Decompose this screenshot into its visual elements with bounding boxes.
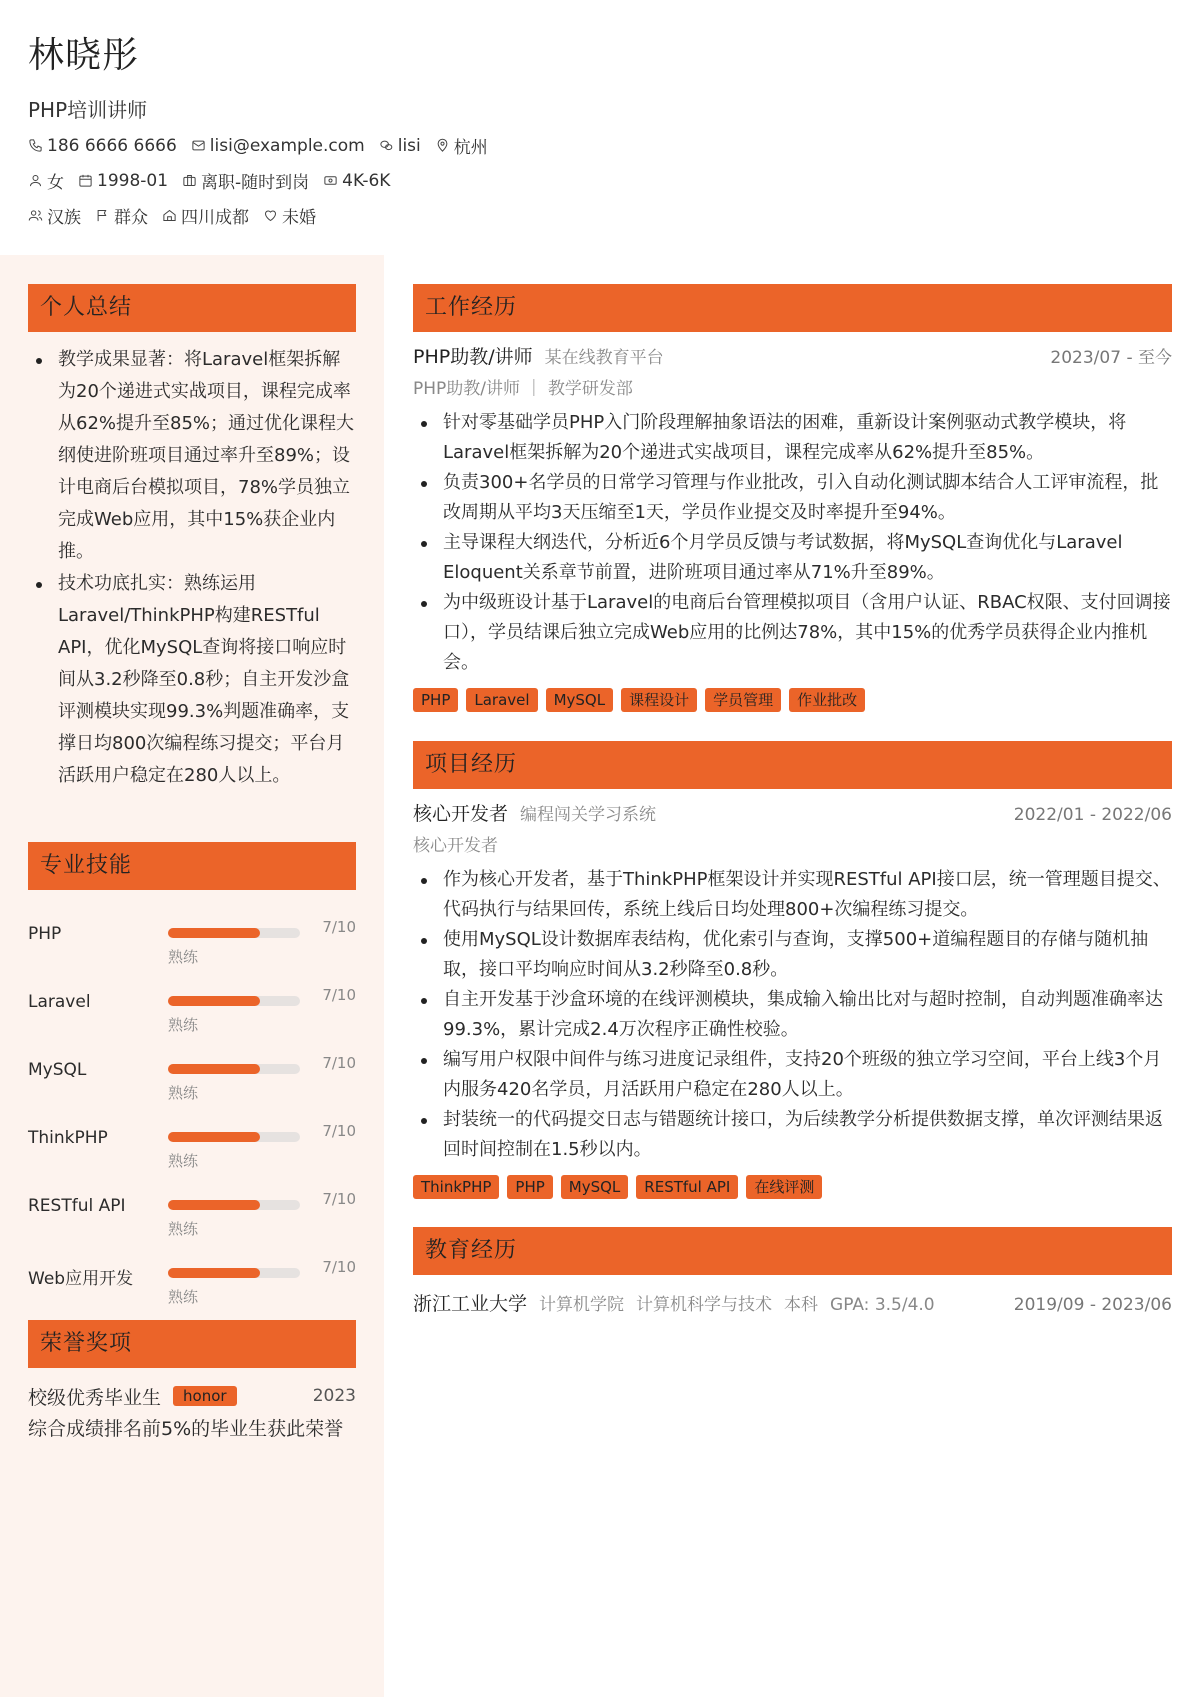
skill-row bbox=[28, 1250, 356, 1318]
skill-name: Web应用开发 bbox=[28, 1269, 134, 1289]
school-name: 浙江工业大学 bbox=[413, 1293, 528, 1315]
politics-text: 群众 bbox=[114, 208, 148, 228]
resume-header bbox=[28, 30, 1168, 229]
work-bullets bbox=[413, 408, 1172, 678]
skill-row bbox=[28, 1046, 356, 1114]
personal-info-row bbox=[28, 202, 1168, 229]
honor-description: 综合成绩排名前5%的毕业生获此荣誉 bbox=[28, 1418, 344, 1440]
skills-section bbox=[28, 842, 356, 1318]
honor-name: 校级优秀毕业生 bbox=[28, 1386, 162, 1409]
skill-score: 7/10 bbox=[322, 1258, 356, 1276]
project-bullets bbox=[413, 865, 1172, 1165]
skill-bar-fill bbox=[168, 996, 260, 1006]
phone-item bbox=[28, 136, 177, 156]
skill-bar bbox=[168, 996, 300, 1006]
skills-heading: 专业技能 bbox=[28, 842, 356, 890]
skill-score: 7/10 bbox=[322, 1190, 356, 1208]
skill-row bbox=[28, 978, 356, 1046]
honor-row bbox=[28, 1380, 356, 1412]
phone-icon bbox=[28, 138, 43, 153]
money-icon bbox=[323, 173, 338, 188]
tag: MySQL bbox=[546, 688, 614, 712]
education-date: 2019/09 - 2023/06 bbox=[1013, 1295, 1172, 1315]
tag: 在线评测 bbox=[746, 1175, 822, 1199]
project-tags bbox=[413, 1175, 1172, 1199]
birth-item bbox=[78, 171, 168, 191]
city-text: 杭州 bbox=[453, 138, 488, 158]
salary-text: 4K-6K bbox=[342, 170, 391, 191]
honor-badge: honor bbox=[173, 1386, 237, 1406]
skill-score: 7/10 bbox=[322, 1054, 356, 1072]
skill-row bbox=[28, 910, 356, 978]
list-item: 使用MySQL设计数据库表结构，优化索引与查询，支撑500+道编程题目的存储与随机抽取，接口平均响应时间从3.2秒降至0.8秒。 bbox=[413, 925, 1172, 985]
job-title: PHP培训讲师 bbox=[28, 98, 148, 122]
work-section bbox=[413, 284, 1172, 712]
gpa: GPA: 3.5/4.0 bbox=[830, 1295, 935, 1315]
work-date: 2023/07 - 至今 bbox=[1050, 348, 1172, 368]
location-icon bbox=[435, 138, 450, 153]
project-title: 核心开发者 bbox=[413, 803, 509, 825]
summary-section bbox=[28, 284, 356, 792]
user-icon bbox=[28, 173, 43, 188]
work-subtitle: PHP助教/讲师 ｜ 教学研发部 bbox=[413, 379, 633, 399]
skill-level: 熟练 bbox=[168, 1288, 199, 1306]
wechat-item bbox=[379, 136, 421, 156]
skill-row bbox=[28, 1182, 356, 1250]
work-org: 某在线教育平台 bbox=[544, 348, 664, 368]
skill-name: Laravel bbox=[28, 992, 91, 1012]
education-section bbox=[413, 1227, 1172, 1316]
wechat-icon bbox=[379, 138, 394, 153]
tag: RESTful API bbox=[636, 1175, 738, 1199]
tag: 作业批改 bbox=[789, 688, 865, 712]
list-item: 为中级班设计基于Laravel的电商后台管理模拟项目（含用户认证、RBAC权限、支付回调接口），学员结课后独立完成Web应用的比例达78%，其中15%的优秀学员获得企业内推机会。 bbox=[413, 588, 1172, 678]
tag: PHP bbox=[413, 688, 458, 712]
skill-bar bbox=[168, 1268, 300, 1278]
project-date: 2022/01 - 2022/06 bbox=[1013, 805, 1172, 825]
heart-icon bbox=[263, 208, 278, 223]
email-item bbox=[191, 136, 365, 156]
project-subtitle: 核心开发者 bbox=[413, 836, 498, 856]
ethnicity-text: 汉族 bbox=[47, 208, 81, 228]
honor-year: 2023 bbox=[312, 1386, 356, 1406]
marital-item bbox=[263, 203, 316, 228]
skill-name: ThinkPHP bbox=[28, 1128, 108, 1148]
work-tags bbox=[413, 688, 1172, 712]
project-org: 编程闯关学习系统 bbox=[520, 805, 657, 825]
work-title: PHP助教/讲师 bbox=[413, 346, 533, 368]
tag: 课程设计 bbox=[621, 688, 697, 712]
honors-section bbox=[28, 1320, 356, 1446]
marital-text: 未婚 bbox=[282, 208, 316, 228]
skill-level: 熟练 bbox=[168, 948, 199, 966]
mail-icon bbox=[191, 138, 206, 153]
phone-text: 186 6666 6666 bbox=[47, 135, 177, 156]
candidate-name: 林晓彤 bbox=[28, 35, 140, 76]
skill-bar bbox=[168, 1200, 300, 1210]
list-item: 技术功底扎实：熟练运用Laravel/ThinkPHP构建RESTful API，优化MySQL查询将接口响应时间从3.2秒降至0.8秒；自主开发沙盒评测模块实现99.3%判题准确率，支撑日均800次编程练习提交；平台月活跃用户稳定在280人以上。 bbox=[28, 568, 356, 792]
skill-score: 7/10 bbox=[322, 1122, 356, 1140]
college: 计算机学院 bbox=[539, 1295, 625, 1315]
skill-name: RESTful API bbox=[28, 1196, 126, 1216]
skill-name: MySQL bbox=[28, 1060, 87, 1080]
list-item: 作为核心开发者，基于ThinkPHP框架设计并实现RESTful API接口层，统一管理题目提交、代码执行与结果回传，系统上线后日均处理800+次编程练习提交。 bbox=[413, 865, 1172, 925]
skill-row bbox=[28, 1114, 356, 1182]
hometown-item bbox=[162, 203, 249, 228]
briefcase-icon bbox=[182, 173, 197, 188]
summary-list bbox=[28, 344, 356, 792]
list-item: 封装统一的代码提交日志与错题统计接口，为后续教学分析提供数据支撑，单次评测结果返回时间控制在1.5秒以内。 bbox=[413, 1105, 1172, 1165]
work-item-header bbox=[413, 342, 1172, 374]
skill-score: 7/10 bbox=[322, 918, 356, 936]
education-heading: 教育经历 bbox=[413, 1227, 1172, 1275]
tag: ThinkPHP bbox=[413, 1175, 499, 1199]
people-icon bbox=[28, 208, 43, 223]
wechat-text: lisi bbox=[397, 135, 421, 156]
project-heading: 项目经历 bbox=[413, 741, 1172, 789]
major: 计算机科学与技术 bbox=[636, 1295, 773, 1315]
degree: 本科 bbox=[784, 1295, 819, 1315]
skill-level: 熟练 bbox=[168, 1220, 199, 1238]
skill-bar bbox=[168, 1132, 300, 1142]
status-item bbox=[182, 168, 309, 193]
skill-bar-fill bbox=[168, 1268, 260, 1278]
skill-level: 熟练 bbox=[168, 1016, 199, 1034]
status-text: 离职-随时到岗 bbox=[201, 173, 310, 193]
skill-bar bbox=[168, 928, 300, 938]
flag-icon bbox=[95, 208, 110, 223]
project-item-header bbox=[413, 799, 1172, 831]
skill-score: 7/10 bbox=[322, 986, 356, 1004]
calendar-icon bbox=[78, 173, 93, 188]
tag: PHP bbox=[507, 1175, 552, 1199]
list-item: 编写用户权限中间件与练习进度记录组件，支持20个班级的独立学习空间，平台上线3个月内服务420名学员，月活跃用户稳定在280人以上。 bbox=[413, 1045, 1172, 1105]
contact-row bbox=[28, 132, 1168, 159]
skill-bar-fill bbox=[168, 1064, 260, 1074]
list-item: 教学成果显著：将Laravel框架拆解为20个递进式实战项目，课程完成率从62%提升至85%；通过优化课程大纲使进阶班项目通过率升至89%；设计电商后台模拟项目，78%学员独立完成Web应用，其中15%获企业内推。 bbox=[28, 344, 356, 568]
politics-item bbox=[95, 203, 148, 228]
list-item: 自主开发基于沙盒环境的在线评测模块，集成输入输出比对与超时控制，自动判题准确率达99.3%，累计完成2.4万次程序正确性校验。 bbox=[413, 985, 1172, 1045]
skill-bar bbox=[168, 1064, 300, 1074]
gender-text: 女 bbox=[47, 173, 64, 193]
honors-heading: 荣誉奖项 bbox=[28, 1320, 356, 1368]
education-row bbox=[413, 1289, 1172, 1316]
tag: Laravel bbox=[466, 688, 537, 712]
gender-item bbox=[28, 168, 64, 193]
skill-bar-fill bbox=[168, 1200, 260, 1210]
hometown-text: 四川成都 bbox=[181, 208, 249, 228]
list-item: 主导课程大纲迭代，分析近6个月学员反馈与考试数据，将MySQL查询优化与Laravel Eloquent关系章节前置，进阶班项目通过率从71%升至89%。 bbox=[413, 528, 1172, 588]
home-icon bbox=[162, 208, 177, 223]
skill-bar-fill bbox=[168, 928, 260, 938]
ethnicity-item bbox=[28, 203, 81, 228]
work-heading: 工作经历 bbox=[413, 284, 1172, 332]
city-item bbox=[435, 133, 488, 158]
skill-bar-fill bbox=[168, 1132, 260, 1142]
list-item: 针对零基础学员PHP入门阶段理解抽象语法的困难，重新设计案例驱动式教学模块，将Laravel框架拆解为20个递进式实战项目，课程完成率从62%提升至85%。 bbox=[413, 408, 1172, 468]
skill-level: 熟练 bbox=[168, 1084, 199, 1102]
tag: 学员管理 bbox=[705, 688, 781, 712]
salary-item bbox=[323, 171, 390, 191]
skills-list bbox=[28, 910, 356, 1318]
summary-heading: 个人总结 bbox=[28, 284, 356, 332]
skill-level: 熟练 bbox=[168, 1152, 199, 1170]
tag: MySQL bbox=[561, 1175, 629, 1199]
skill-name: PHP bbox=[28, 924, 62, 944]
project-section bbox=[413, 741, 1172, 1199]
email-text: lisi@example.com bbox=[209, 135, 365, 156]
basic-info-row bbox=[28, 167, 1168, 194]
birth-text: 1998-01 bbox=[97, 170, 169, 191]
list-item: 负责300+名学员的日常学习管理与作业批改，引入自动化测试脚本结合人工评审流程，批改周期从平均3天压缩至1天，学员作业提交及时率提升至94%。 bbox=[413, 468, 1172, 528]
